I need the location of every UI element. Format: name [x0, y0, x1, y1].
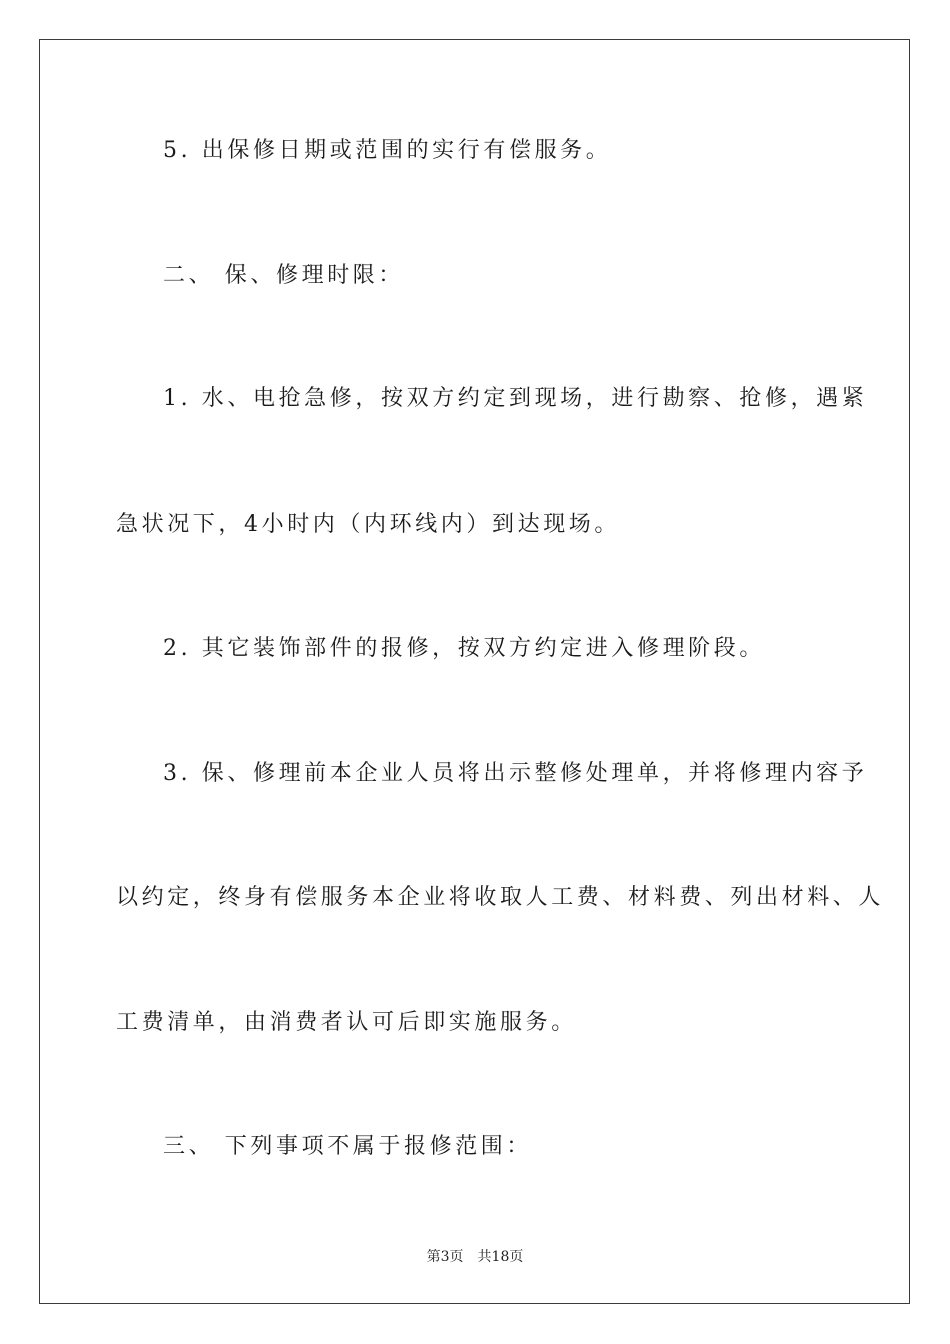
paragraph-item-3-line-3: 工费清单，由消费者认可后即实施服务。	[116, 1010, 577, 1035]
paragraph-item-1-text: 1. 水、电抢急修，按双方约定到现场，进行勘察、抢修，遇紧	[163, 386, 868, 411]
page-border	[39, 39, 910, 1304]
section-heading-3: 三、 下列事项不属于报修范围：	[163, 1134, 532, 1159]
page-number: 第3页	[426, 1249, 464, 1265]
paragraph-item-3-line-2: 以约定，终身有偿服务本企业将收取人工费、材料费、列出材料、人	[116, 885, 885, 910]
paragraph-item-3-line-1: 3. 保、修理前本企业人员将出示整修处理单，并将修理内容予	[163, 761, 868, 786]
paragraph-item-1-line-1	[0, 384, 868, 414]
paragraph-item-1-line-2: 急状况下，4小时内（内环线内）到达现场。	[116, 512, 620, 537]
paragraph-item-2: 2. 其它装饰部件的报修，按双方约定进入修理阶段。	[163, 636, 765, 661]
page-footer	[0, 1247, 950, 1267]
page-total: 共18页	[477, 1249, 524, 1265]
paragraph-item-5: 5. 出保修日期或范围的实行有偿服务。	[163, 138, 612, 163]
section-heading-2: 二、 保、修理时限：	[163, 263, 404, 288]
